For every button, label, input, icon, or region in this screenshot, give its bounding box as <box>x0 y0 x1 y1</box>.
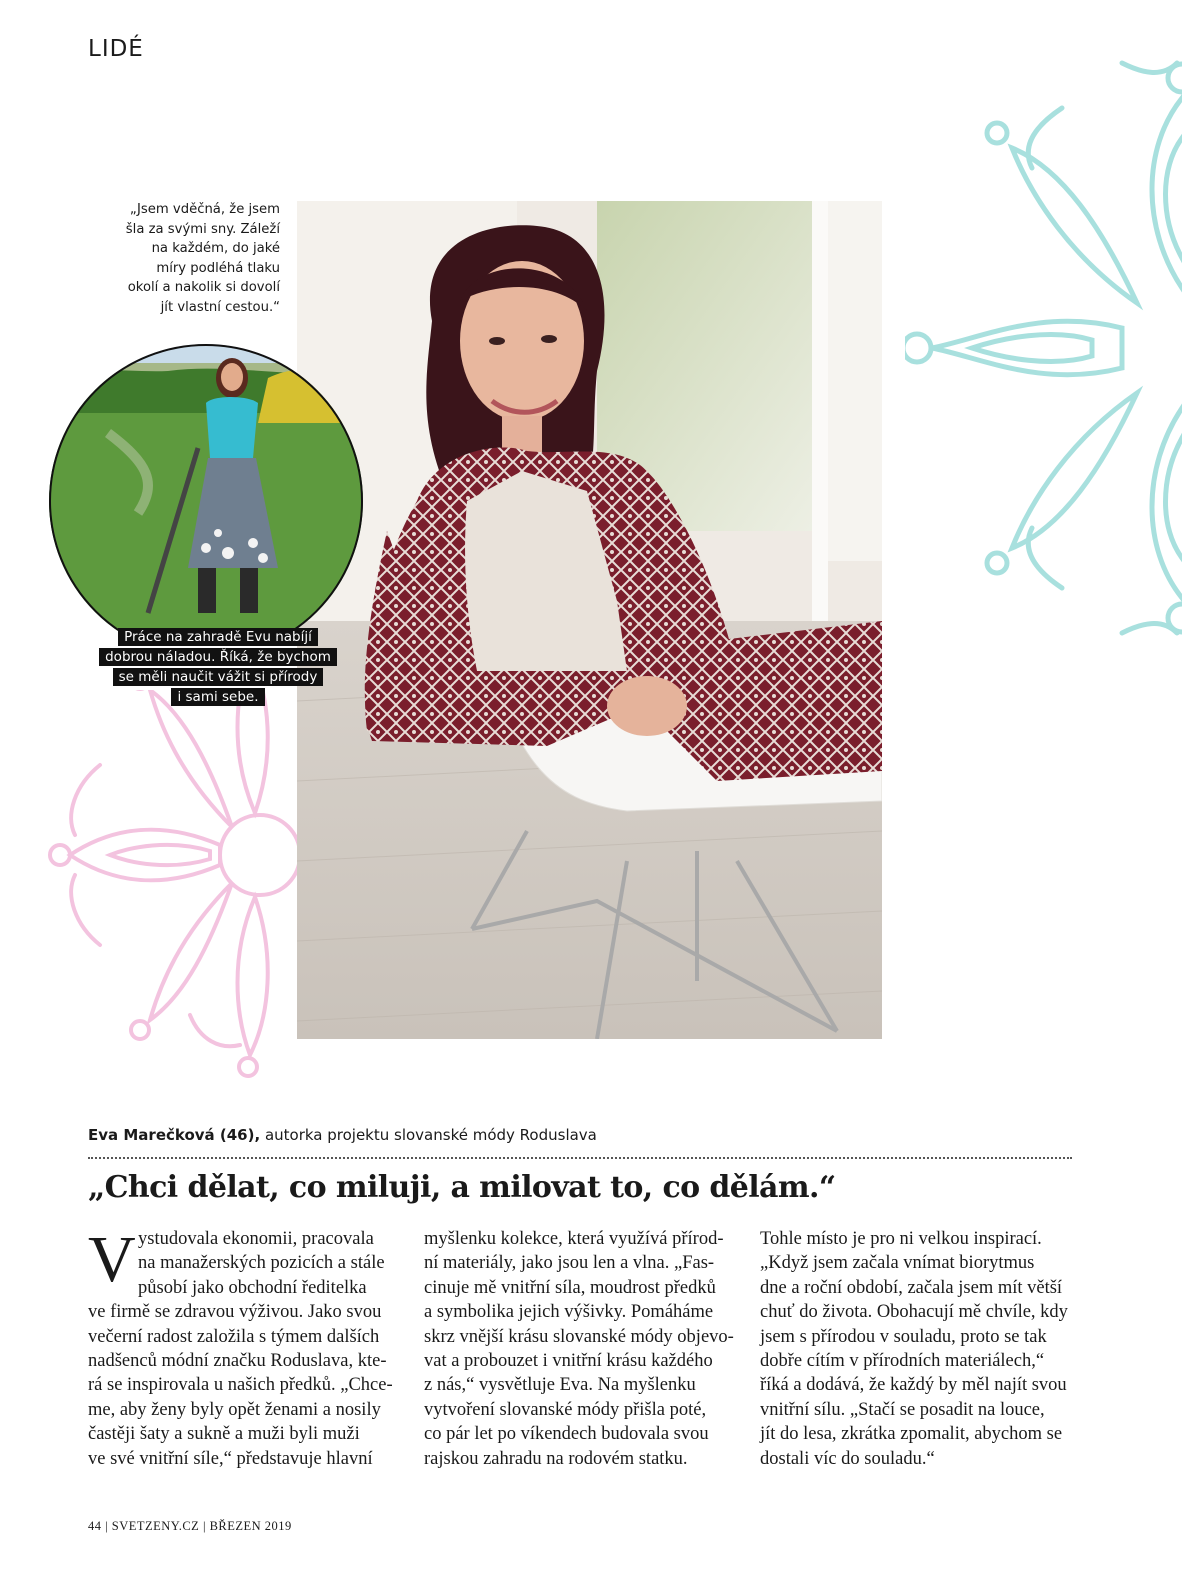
pull-quote-line: šla za svými sny. Záleží <box>125 221 280 237</box>
article-line: rajskou zahradu na rodovém statku. <box>424 1448 688 1469</box>
article-line: a symbolika jejich výšivky. Pomáháme <box>424 1302 714 1323</box>
caption-line: se měli naučit vážit si přírody <box>113 668 324 686</box>
article-line: jsem s přírodou v souladu, proto se tak <box>760 1326 1047 1347</box>
article-line: ystudovala ekonomii, pracovala <box>138 1229 374 1249</box>
page-footer: 44 | SVETZENY.CZ | BŘEZEN 2019 <box>88 1519 292 1533</box>
article-line: z nás,“ vysvětluje Eva. Na myšlenku <box>424 1375 696 1396</box>
article-line: večerní radost založila s týmem dalších <box>88 1326 380 1347</box>
article-line: „Když jsem začala vnímat biorytmus <box>760 1253 1035 1274</box>
pull-quote-line: míry podléhá tlaku <box>156 260 280 276</box>
article-line: cinuje mě vnitřní síla, moudrost předků <box>424 1277 716 1298</box>
pull-quote-line: okolí a nakolik si dovolí <box>127 280 280 295</box>
dotted-divider <box>88 1157 1072 1159</box>
article-line: ve firmě se zdravou výživou. Jako svou <box>88 1302 382 1323</box>
pull-quote <box>100 200 280 317</box>
article-line: jít do lesa, zkrátka zpomalit, abychom se <box>760 1424 1063 1445</box>
photo-caption <box>98 627 338 707</box>
byline-role: autorka projektu slovanské módy Roduslava <box>260 1126 597 1144</box>
article-column-2 <box>424 1227 736 1471</box>
section-label: LIDÉ <box>88 36 144 62</box>
caption-line: Práce na zahradě Evu nabíjí <box>118 628 318 646</box>
article-column-1 <box>88 1223 400 1471</box>
article-line: chuť do života. Obohacují mě chvíle, kdy <box>760 1302 1068 1323</box>
caption-line: i sami sebe. <box>171 688 264 706</box>
article-column-3 <box>760 1227 1072 1471</box>
article-line: vnitřní sílu. „Stačí se posadit na louce, <box>760 1399 1045 1420</box>
teal-mandala-decoration <box>905 48 1182 648</box>
article-line: vytvoření slovanské módy přišla poté, <box>424 1399 707 1420</box>
article-line: působí jako obchodní ředitelka <box>138 1277 367 1298</box>
article-line: vat a probouzet i vnitřní krásu každého <box>424 1351 713 1372</box>
caption-line: dobrou náladou. Říká, že bychom <box>99 648 337 666</box>
pull-quote-line: jít vlastní cestou.“ <box>160 299 280 315</box>
portrait-photo <box>297 201 882 1039</box>
drop-cap: V <box>88 1223 136 1296</box>
article-line: říká a dodává, že každý by měl najít svou <box>760 1375 1067 1396</box>
article-line: Tohle místo je pro ni velkou inspirací. <box>760 1229 1042 1249</box>
article-line: dostali víc do souladu.“ <box>760 1448 935 1469</box>
article-line: rá se inspirovala u našich předků. „Chce- <box>88 1375 393 1396</box>
byline-name: Eva Marečková (46), <box>88 1126 261 1144</box>
article-line: co pár let po víkendech budovala svou <box>424 1424 709 1445</box>
article-line: ve své vnitřní síle,“ představuje hlavní <box>88 1448 373 1469</box>
article-line: dne a roční období, začala jsem mít větší <box>760 1277 1063 1298</box>
article-line: nadšenců módní značku Roduslava, kte- <box>88 1351 387 1372</box>
article-line: ní materiály, jako jsou len a vlna. „Fas- <box>424 1253 715 1274</box>
article-line: myšlenku kolekce, která využívá přírod- <box>424 1229 724 1249</box>
garden-photo-circle <box>48 343 364 633</box>
byline <box>88 1126 597 1144</box>
pull-quote-line: na každém, do jaké <box>151 241 280 256</box>
article-line: častěji šaty a sukně a muži byli muži <box>88 1424 360 1445</box>
article-line: dobře cítím v přírodních materiálech,“ <box>760 1351 1045 1372</box>
article-headline: „Chci dělat, co miluji, a milovat to, co dělám.“ <box>88 1170 836 1205</box>
pull-quote-line: „Jsem vděčná, že jsem <box>129 202 280 217</box>
pink-mandala-decoration <box>30 690 300 1090</box>
article-line: skrz vnější krásu slovanské módy objevo- <box>424 1326 734 1347</box>
article-line: me, aby ženy byly opět ženami a nosily <box>88 1399 381 1420</box>
article-line: na manažerských pozicích a stále <box>138 1253 385 1274</box>
